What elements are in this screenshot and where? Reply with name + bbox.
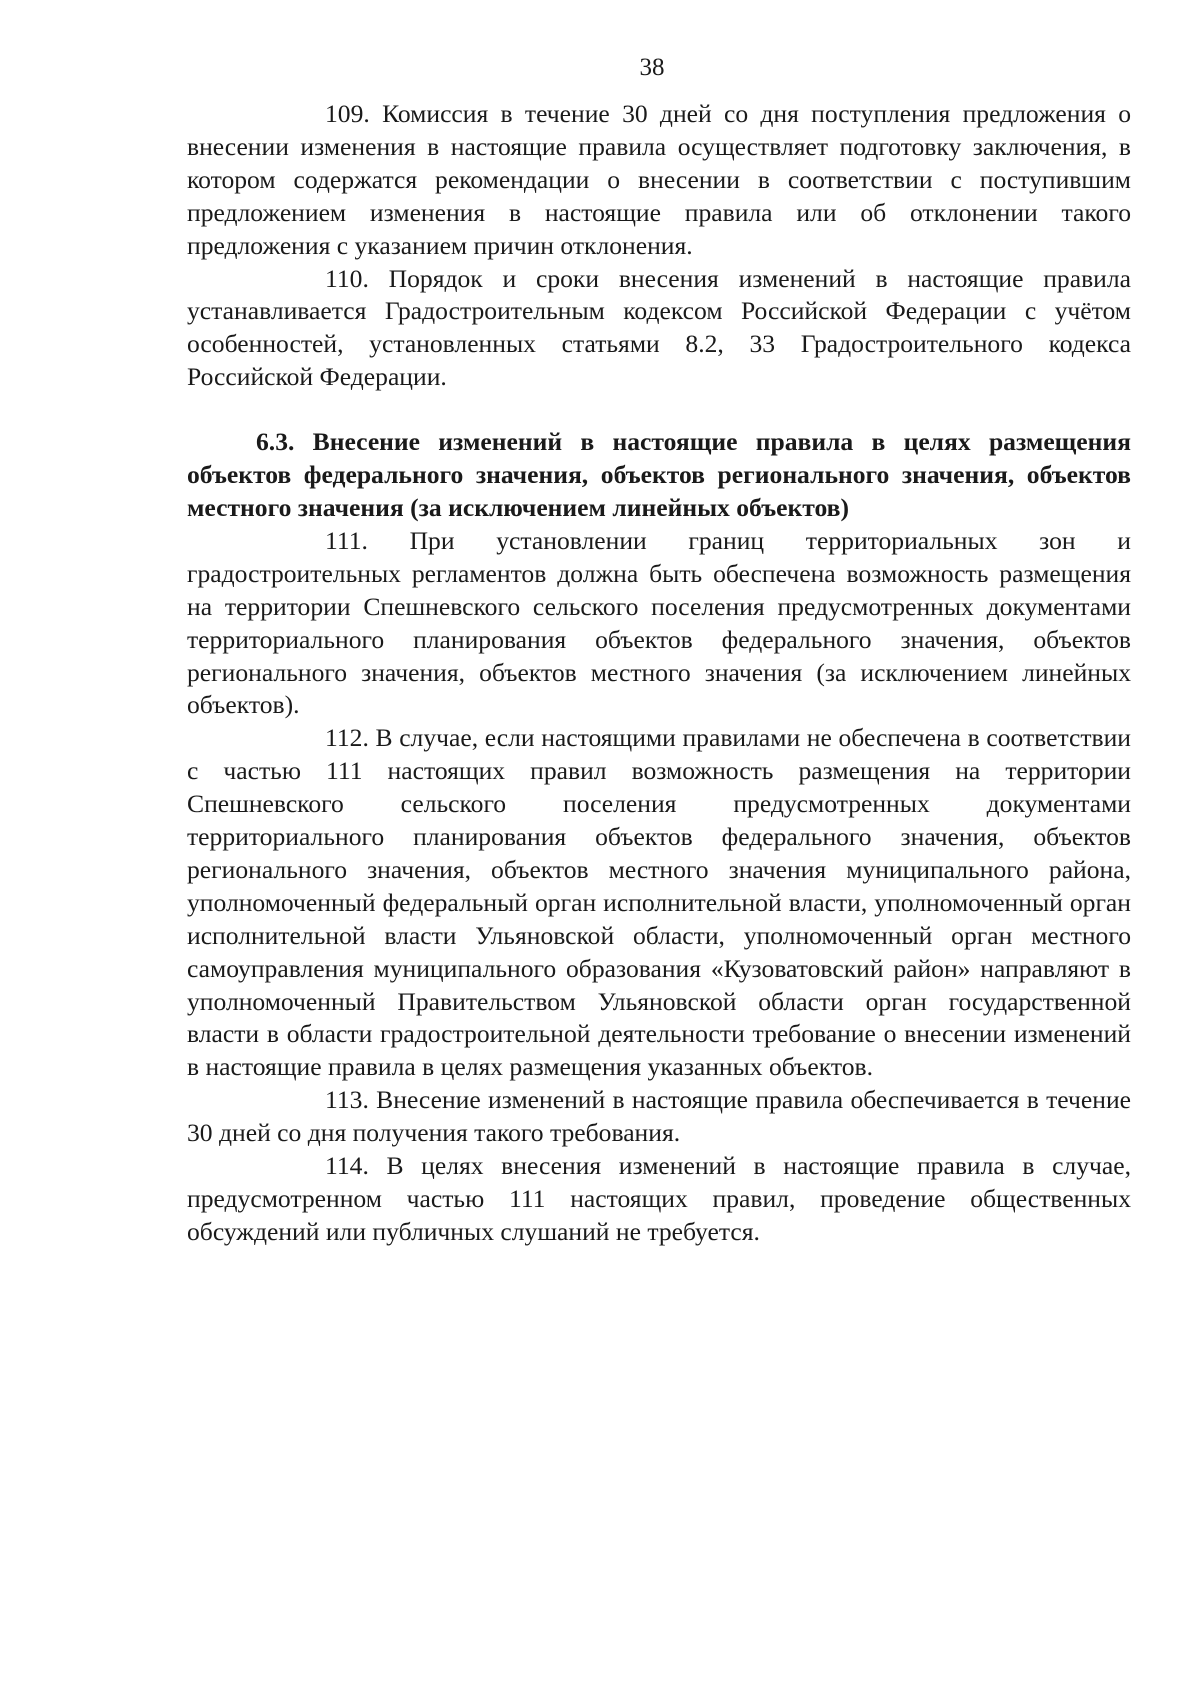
paragraph-text: Порядок и сроки внесения изменений в настоящие правила устанавливается Градостроительным кодексом Российской Федерации с учётом особенностей, установленных статьями 8.2, 33 Градостроительного кодекса Российской Федерации. bbox=[187, 263, 1131, 392]
page-number: 38 bbox=[639, 54, 665, 81]
paragraph-112 bbox=[187, 722, 1131, 1084]
paragraph-113 bbox=[187, 1084, 1131, 1150]
paragraph-109 bbox=[187, 98, 1131, 263]
paragraph-number: 109. bbox=[325, 99, 370, 128]
paragraph-number: 114. bbox=[325, 1151, 369, 1181]
document-body bbox=[187, 98, 1131, 1249]
section-heading bbox=[187, 426, 1131, 525]
paragraph-114 bbox=[187, 1150, 1131, 1249]
section-title-text: 6.3. Внесение изменений в настоящие правила в целях размещения объектов федерального значения, объектов регионального значения, объектов местного значения (за исключением линейных объектов) bbox=[187, 427, 1131, 522]
paragraph-number: 113. bbox=[325, 1085, 369, 1115]
paragraph-number: 111. bbox=[325, 525, 368, 555]
paragraph-number: 110. bbox=[325, 263, 369, 293]
paragraph-text: В случае, если настоящими правилами не обеспечена в соответствии с частью 111 настоящих правил возможность размещения на территории Спешневского сельского поселения предусмотренных документами территориального планирования объектов федерального значения, объектов регионального значения, объектов местного значения муниципального района, уполномоченный федеральный орган исполнительной власти, уполномоченный орган исполнительной власти Ульяновской области, уполномоченный орган местного самоуправления муниципального образования «Кузоватовский район» направляют в уполномоченный Правительством Ульяновской области орган государственной власти в области градостроительной деятельности требование о внесении изменений в настоящие правила в целях размещения указанных объектов. bbox=[187, 723, 1131, 1082]
paragraph-text: Комиссия в течение 30 дней со дня поступления предложения о внесении изменения в настоящие правила осуществляет подготовку заключения, в котором содержатся рекомендации о внесении в соответствии с поступившим предложением изменения в настоящие правила или об отклонении такого предложения с указанием причин отклонения. bbox=[187, 99, 1131, 260]
paragraph-number: 112. bbox=[325, 723, 369, 753]
paragraph-text: В целях внесения изменений в настоящие правила в случае, предусмотренном частью 111 настоящих правил, проведение общественных обсуждений или публичных слушаний не требуется. bbox=[187, 1151, 1131, 1246]
paragraph-text: При установлении границ территориальных зон и градостроительных регламентов должна быть обеспечена возможность размещения на территории Спешневского сельского поселения предусмотренных документами территориального планирования объектов федерального значения, объектов регионального значения, объектов местного значения (за исключением линейных объектов). bbox=[187, 525, 1132, 720]
paragraph-text: Внесение изменений в настоящие правила обеспечивается в течение 30 дней со дня получения такого требования. bbox=[187, 1085, 1131, 1148]
paragraph-110 bbox=[187, 263, 1131, 395]
paragraph-111 bbox=[187, 525, 1131, 722]
